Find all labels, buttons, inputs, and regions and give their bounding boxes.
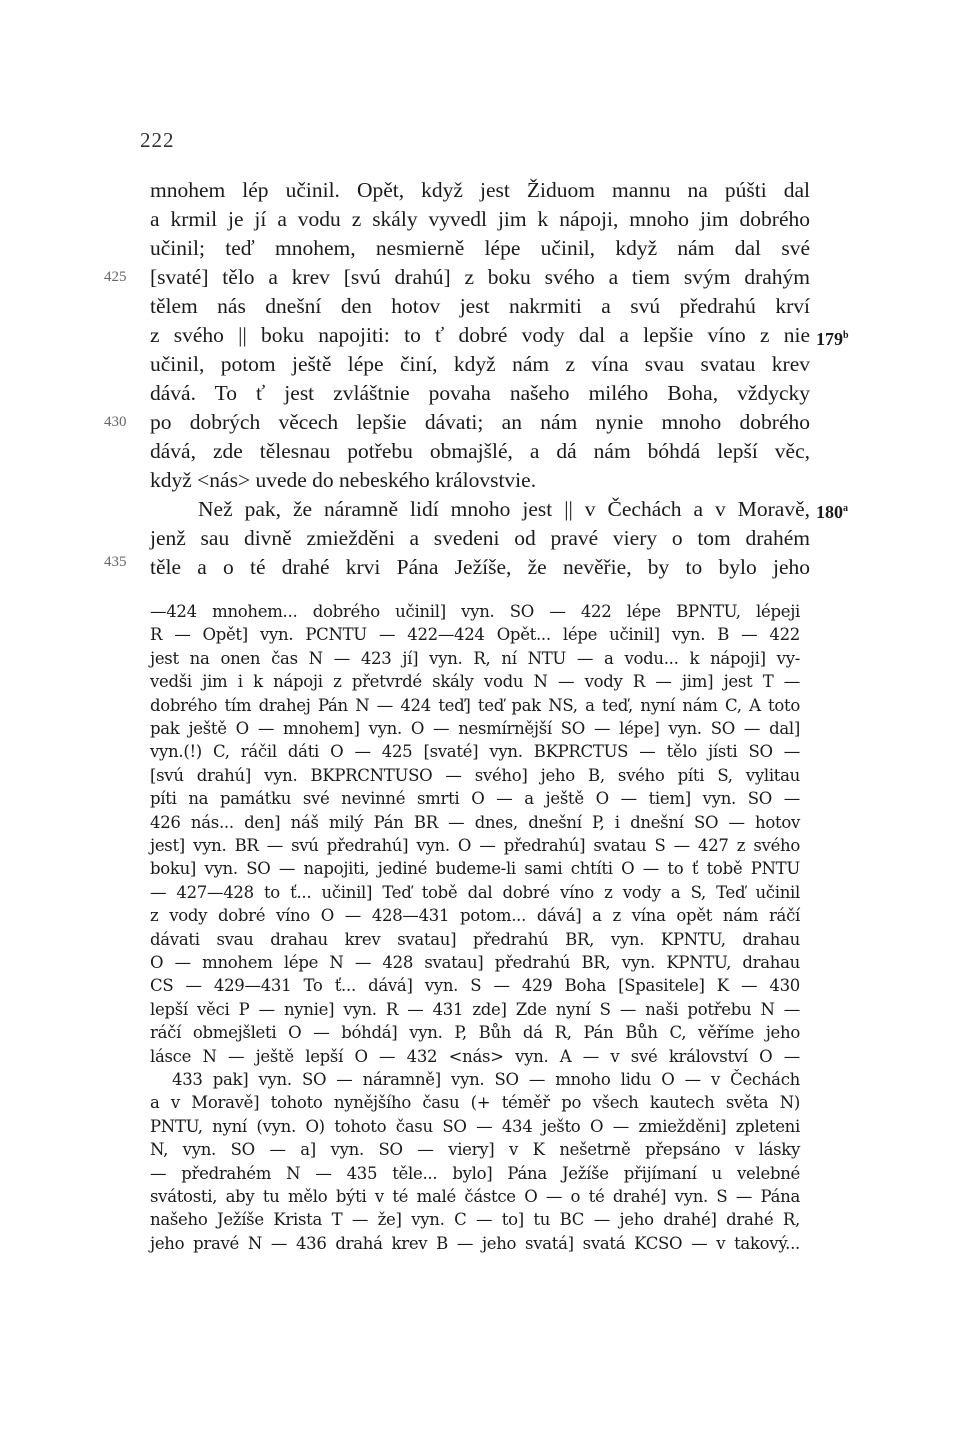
note-line: vedši jim i k nápoji z přetvrdé skály vodu N — vody R — jim] jest T — <box>150 672 800 692</box>
note-line: jeho pravé N — 436 drahá krev B — jeho svatá] svatá KCSO — v takový... <box>150 1233 800 1253</box>
text-line: [svaté] tělo a krev [svú drahú] z boku svého a tiem svým drahým <box>150 265 810 289</box>
note-line: ráčí obmejšleti O — bóhdá] vyn. P, Bůh dá R, Pán Bůh C, věříme jeho <box>150 1023 800 1043</box>
note-line: a v Moravě] tohoto nynějšího času (+ téměř po všech kautech světa N) <box>150 1093 800 1113</box>
note-line: píti na památku své nevinné smrti O — a ještě O — tiem] vyn. SO — <box>150 789 800 809</box>
note-line: PNTU, nyní (vyn. O) tohoto času SO — 434 ješto O — zmiežděni] zpleteni <box>150 1116 800 1136</box>
text-line: Než pak, že náramně lidí mnoho jest || v Čechách a v Moravě, <box>198 497 810 521</box>
note-line: R — Opět] vyn. PCNTU — 422—424 Opět... lépe učinil] vyn. B — 422 <box>150 625 800 645</box>
note-line: dobrého tím drahej Pán N — 424 teď] teď pak NS, a teď, nyní nám C, A toto <box>150 695 800 715</box>
note-line: 433 pak] vyn. SO — náramně] vyn. SO — mnoho lidu O — v Čechách <box>172 1070 800 1089</box>
text-line: a krmil je jí a vodu z skály vyvedl jim k nápoji, mnoho jim dobrého <box>150 207 810 231</box>
folio-number: 180 <box>816 502 843 522</box>
note-line: —424 mnohem... dobrého učinil] vyn. SO — 422 lépe BPNTU, lépeji <box>150 602 800 621</box>
note-line: našeho Ježíše Krista T — že] vyn. C — to] tu BC — jeho drahé] drahé R, <box>150 1210 800 1230</box>
text-line: učinil; teď mnohem, nesmierně lépe učinil, když nám dal své <box>150 236 810 260</box>
note-line: [svú drahú] vyn. BKPRCNTUSO — svého] jeho B, svého píti S, vylitau <box>150 765 800 785</box>
text-line: z svého || boku napojiti: to ť dobré vody dal a lepšie víno z nie <box>150 323 810 347</box>
note-line: CS — 429—431 To ť... dává] vyn. S — 429 Boha [Spasitele] K — 430 <box>150 976 800 996</box>
note-line: z vody dobré víno O — 428—431 potom... dává] a z vína opět nám ráčí <box>150 906 800 926</box>
note-line: vyn.(!) C, ráčil dáti O — 425 [svaté] vyn. BKPRCTUS — tělo jísti SO — <box>150 742 800 762</box>
note-line: — 427—428 to ť... učinil] Teď tobě dal dobré víno z vody a S, Teď učinil <box>150 882 800 902</box>
note-line: 426 nás... den] náš milý Pán BR — dnes, dnešní P, i dnešní SO — hotov <box>150 812 800 832</box>
note-line: jest] vyn. BR — svú předrahú] vyn. O — předrahú] svatau S — 427 z svého <box>150 836 800 855</box>
text-line: dává. To ť jest zvláštnie povaha našeho milého Boha, vždycky <box>150 381 810 405</box>
page-number: 222 <box>140 128 175 152</box>
text-line: mnohem lép učinil. Opět, když jest Židuom mannu na púšti dal <box>150 178 810 202</box>
text-line: po dobrých věcech lepšie dávati; an nám nynie mnoho dobrého <box>150 410 810 434</box>
folio-marker-179b <box>816 321 849 354</box>
note-line: pak ještě O — mnohem] vyn. O — nesmírnější SO — lépe] vyn. SO — dal] <box>150 719 800 738</box>
line-number-435: 435 <box>104 554 127 570</box>
note-line: svátosti, aby tu mělo býti v té malé částce O — o té drahé] vyn. S — Pána <box>150 1187 800 1206</box>
note-line: — předrahém N — 435 těle... bylo] Pána Ježíše přijímaní u velebné <box>150 1163 800 1183</box>
line-number-425: 425 <box>104 269 127 285</box>
line-number-430: 430 <box>104 414 127 430</box>
note-line: dávati svau drahau krev svatau] předrahú BR, vyn. KPNTU, drahau <box>150 929 800 949</box>
folio-number: 179 <box>816 329 843 349</box>
note-line: lepší věci P — nynie] vyn. R — 431 zde] Zde nyní S — naši potřebu N — <box>150 999 800 1019</box>
folio-side: b <box>843 330 849 341</box>
text-line: těle a o té drahé krvi Pána Ježíše, že nevěřie, by to bylo jeho <box>150 555 810 579</box>
text-line: učinil, potom ještě lépe činí, když nám z vína svau svatau krev <box>150 352 810 376</box>
folio-marker-180a <box>816 494 848 527</box>
note-line: jest na onen čas N — 423 jí] vyn. R, ní NTU — a vodu... k nápoji] vy- <box>150 648 800 668</box>
note-line: lásce N — ještě lepší O — 432 <nás> vyn. A — v své království O — <box>150 1046 800 1066</box>
note-line: boku] vyn. SO — napojiti, jediné budeme-li sami chtíti O — to ť tobě PNTU <box>150 859 800 879</box>
note-line: O — mnohem lépe N — 428 svatau] předrahú BR, vyn. KPNTU, drahau <box>150 953 800 972</box>
folio-side: a <box>843 503 848 514</box>
text-line: jenž sau divně zmiežděni a svedeni od pravé viery o tom drahém <box>150 526 810 550</box>
text-line: když <nás> uvede do nebeského královstvie. <box>150 468 537 492</box>
text-line: dává, zde tělesnau potřebu obmajšlé, a dá nám bóhdá lepší věc, <box>150 439 810 463</box>
text-line: tělem nás dnešní den hotov jest nakrmiti a svú předrahú krví <box>150 294 810 318</box>
note-line: N, vyn. SO — a] vyn. SO — viery] v K nešetrně přepsáno v lásky <box>150 1140 800 1160</box>
